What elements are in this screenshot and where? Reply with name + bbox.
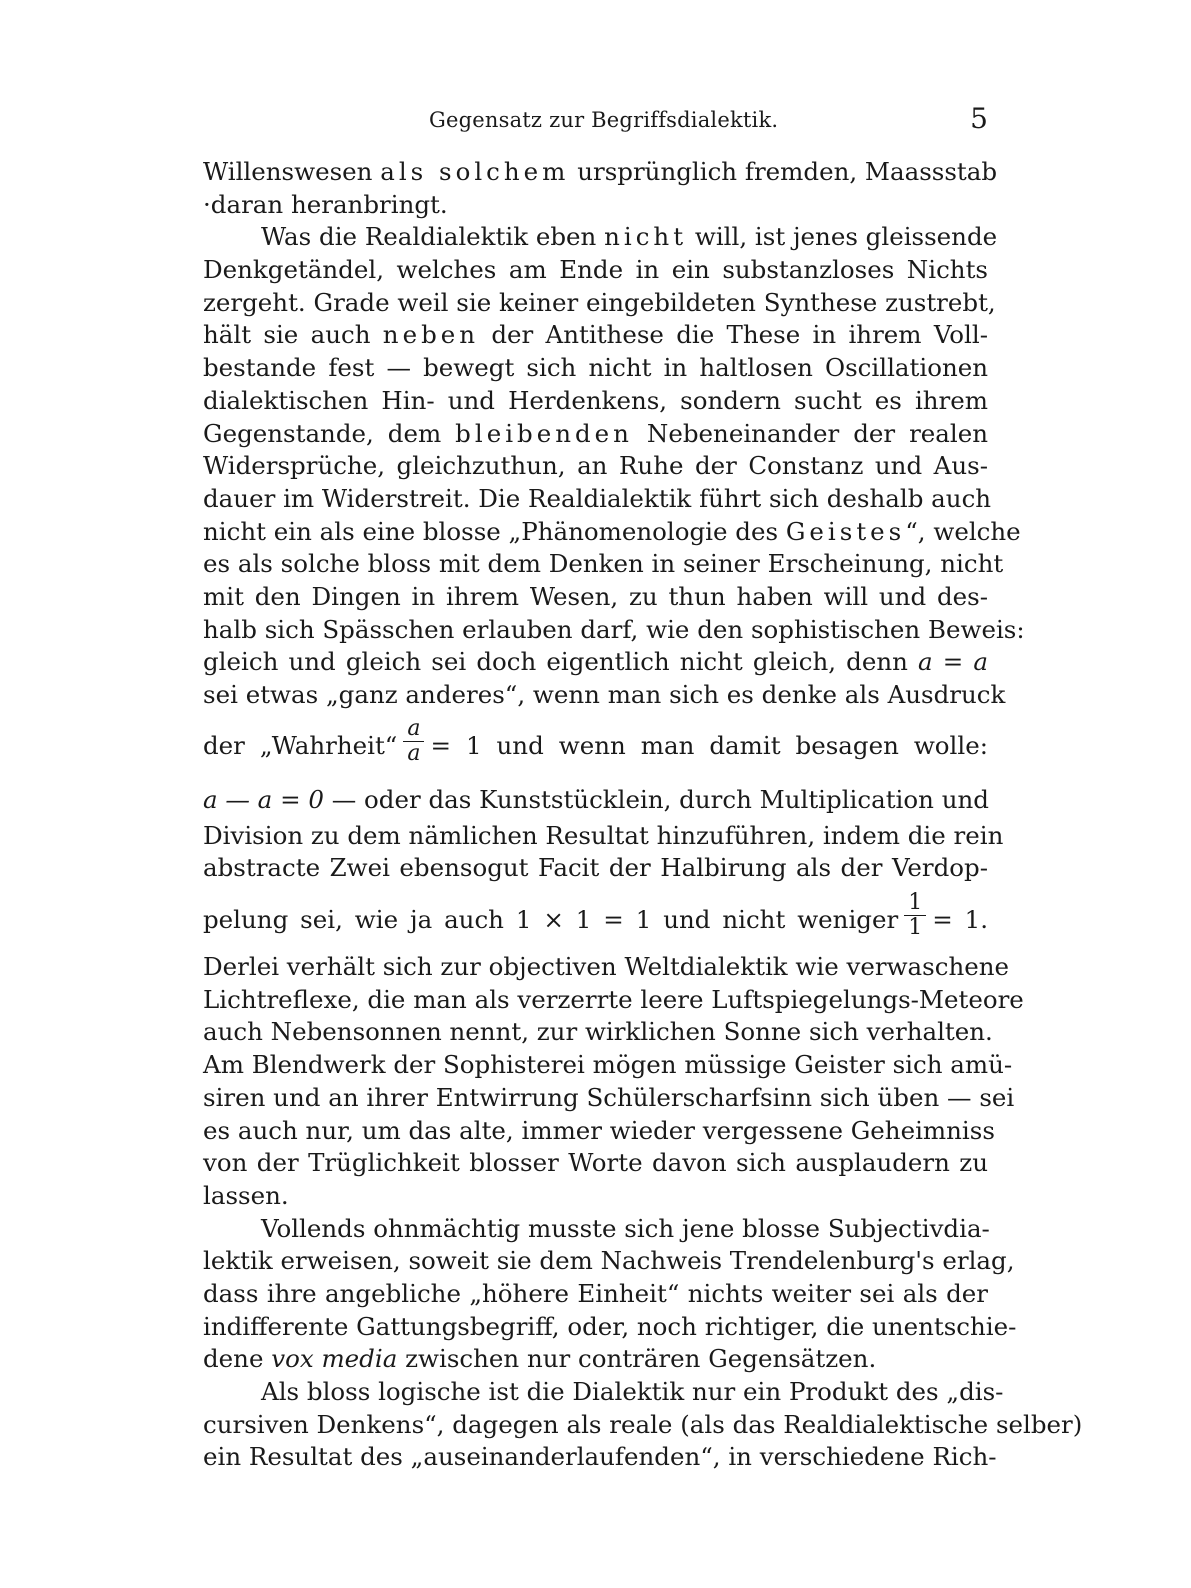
text-line: halb sich Spässchen erlauben darf, wie den sophistischen Beweis:: [203, 614, 1025, 644]
text-line: Willenswesen als solchem ursprünglich fremden, Maassstab: [203, 157, 998, 186]
spaced-emphasis: neben: [382, 320, 480, 350]
text-line: dialektischen Hin- und Herdenkens, sondern sucht es ihrem: [203, 385, 988, 415]
text-line: gleich und gleich sei doch eigentlich nicht gleich, denn a = a: [203, 647, 988, 677]
text-line: Derlei verhält sich zur objectiven Weltdialektik wie verwaschene: [203, 952, 1009, 982]
paragraph-start: Vollends ohnmächtig musste sich jene blosse Subjectivdia-: [261, 1213, 990, 1243]
text-line: von der Trüglichkeit blosser Worte davon sich ausplaudern zu: [203, 1148, 988, 1178]
text-line: abstracte Zwei ebensogut Facit der Halbirung als der Verdop-: [203, 853, 988, 883]
fraction: $\frac{1}{1}$: [904, 891, 926, 940]
text-line: lassen.: [203, 1180, 289, 1210]
spaced-emphasis: nicht: [604, 222, 688, 252]
fraction: $\frac{a}{a}$: [403, 717, 424, 766]
text-line: siren und an ihrer Entwirrung Schülerscharfsinn sich üben — sei: [203, 1082, 1015, 1112]
text-line: cursiven Denkens“, dagegen als reale (als das Realdialektische selber): [203, 1409, 1083, 1439]
text-line: dass ihre angebliche „höhere Einheit“ nichts weiter sei als der: [203, 1278, 988, 1308]
text-line: Widersprüche, gleichzuthun, an Ruhe der Constanz und Aus-: [203, 451, 988, 481]
text-line: Am Blendwerk der Sophisterei mögen müssige Geister sich amü-: [203, 1050, 1013, 1080]
text-line: lektik erweisen, soweit sie dem Nachweis Trendelenburg's erlag,: [203, 1246, 1015, 1276]
math-line: der „Wahrheit“ $\frac{a}{a}$ = 1 und wenn man damit besagen wolle:: [203, 715, 988, 766]
text-line: bestande fest — bewegt sich nicht in haltlosen Oscillationen: [203, 353, 988, 383]
math-line: pelung sei, wie ja auch 1 × 1 = 1 und nicht weniger $\frac{1}{1}$ = 1.: [203, 890, 988, 941]
spaced-emphasis: Geistes: [785, 516, 906, 546]
text-line: dauer im Widerstreit. Die Realdialektik führt sich deshalb auch: [203, 483, 992, 513]
text-line: Lichtreflexe, die man als verzerrte leere Luftspiegelungs-Meteore: [203, 984, 1024, 1014]
text-line: es als solche bloss mit dem Denken in seiner Erscheinung, nicht: [203, 549, 1004, 579]
text-line: nicht ein als eine blosse „Phänomenologie des Geistes“, welche: [203, 516, 1021, 546]
math-expression: a — a = 0: [203, 784, 324, 814]
text-line: mit den Dingen in ihrem Wesen, zu thun haben will und des-: [203, 581, 988, 611]
text-line: zergeht. Grade weil sie keiner eingebildeten Synthese zustrebt,: [203, 287, 996, 317]
math-expression: a = a: [918, 647, 988, 677]
paragraph-start: Was die Realdialektik eben nicht will, ist jenes gleissende: [261, 222, 998, 252]
text-line: Gegenstande, dem bleibenden Nebeneinander der realen: [203, 418, 988, 448]
page-header: [203, 102, 988, 142]
text-line: indifferente Gattungsbegriff, oder, noch richtiger, die unentschie-: [203, 1311, 1017, 1341]
text-line: es auch nur, um das alte, immer wieder vergessene Geheimniss: [203, 1115, 995, 1145]
text-line: hält sie auch neben der Antithese die These in ihrem Voll-: [203, 320, 988, 350]
text-line: Division zu dem nämlichen Resultat hinzuführen, indem die rein: [203, 820, 1004, 850]
paragraph-start: Als bloss logische ist die Dialektik nur ein Produkt des „dis-: [261, 1377, 1004, 1406]
page-number: 5: [970, 102, 988, 135]
running-title: Gegensatz zur Begriffsdialektik.: [429, 108, 779, 132]
text-line: ein Resultat des „auseinanderlaufenden“, in verschiedene Rich-: [203, 1442, 997, 1472]
text-line: dene vox media zwischen nur conträren Gegensätzen.: [203, 1344, 877, 1374]
spaced-emphasis: als solchem: [380, 157, 570, 186]
text-line: ·daran heranbringt.: [203, 189, 448, 219]
italic-term: vox media: [271, 1344, 398, 1374]
spaced-emphasis: bleibenden: [455, 418, 633, 448]
text-line: sei etwas „ganz anderes“, wenn man sich es denke als Ausdruck: [203, 680, 1006, 709]
text-line: auch Nebensonnen nennt, zur wirklichen Sonne sich verhalten.: [203, 1017, 993, 1047]
body-text: [203, 156, 1083, 1474]
text-line: Denkgetändel, welches am Ende in ein substanzloses Nichts: [203, 255, 988, 285]
text-line: a — a = 0 — oder das Kunststücklein, durch Multiplication und: [203, 784, 989, 814]
